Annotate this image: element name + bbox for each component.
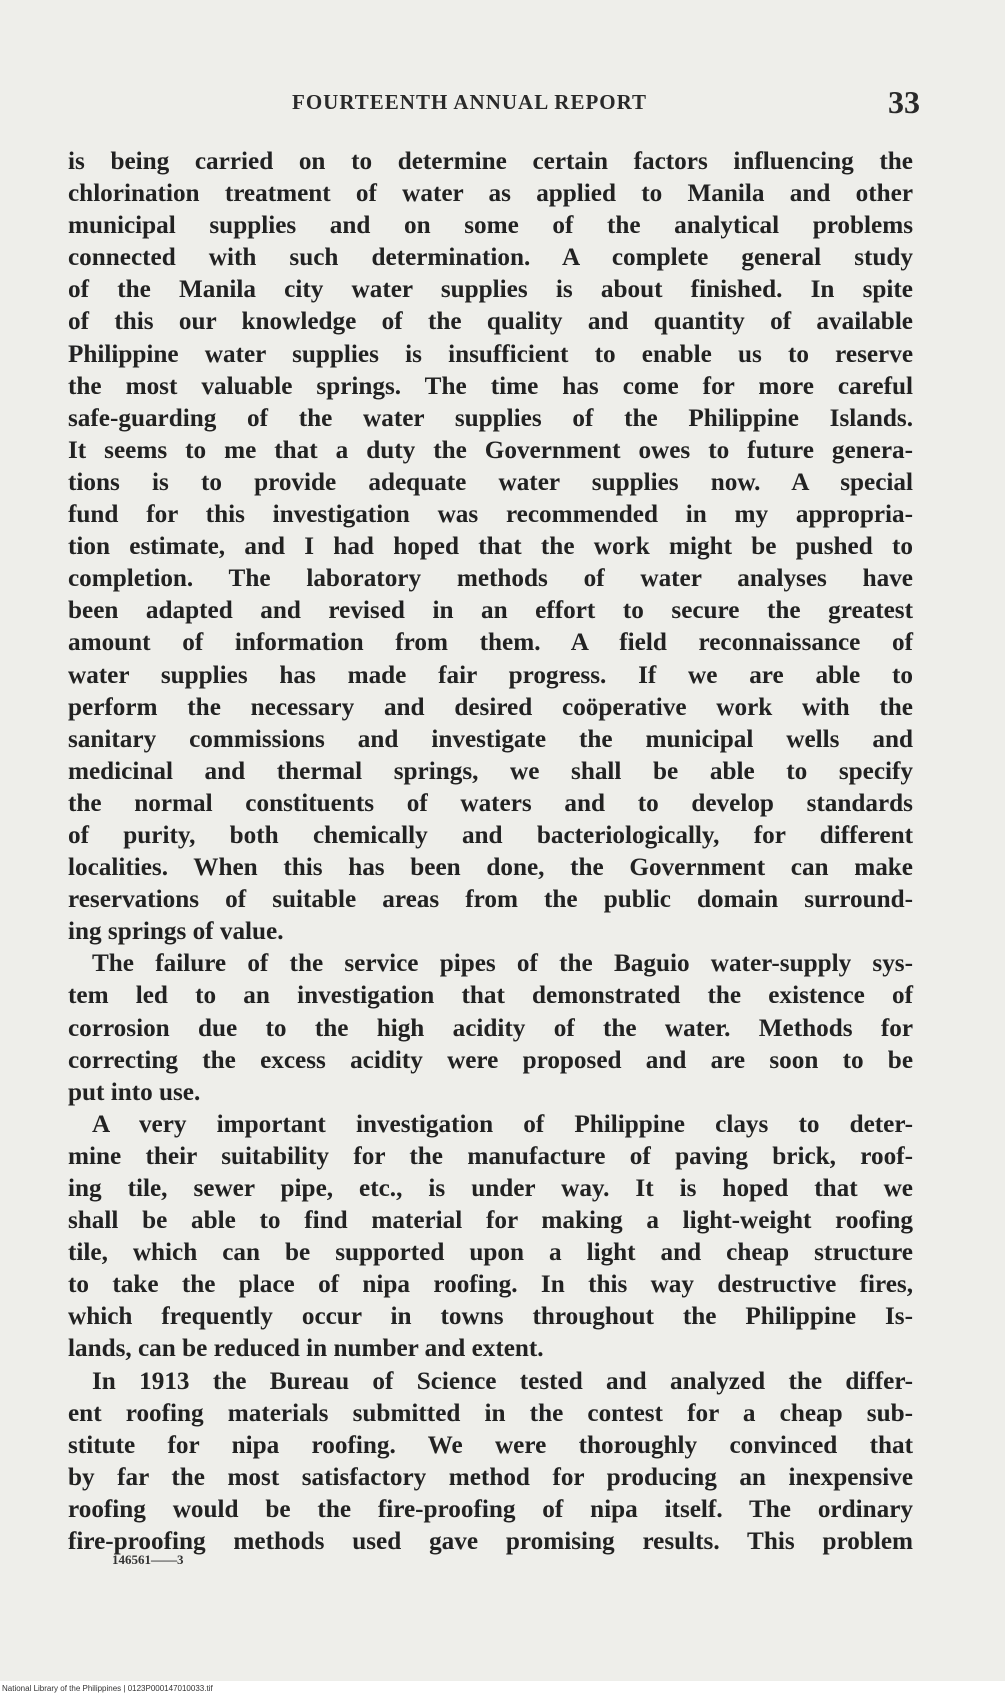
signature-mark: 146561——3 <box>112 1552 184 1567</box>
text-line: ent roofing materials submitted in the contest for a cheap sub- <box>68 1399 913 1427</box>
scan-footer <box>0 1681 1005 1697</box>
text-line: the normal constituents of waters and to develop standards <box>68 789 913 817</box>
text-line: to take the place of nipa roofing. In this way destructive fires, <box>68 1271 913 1299</box>
text-line: tem led to an investigation that demonstrated the existence of <box>68 982 913 1010</box>
text-line: tile, which can be supported upon a light and cheap structure <box>68 1239 913 1267</box>
text-line: correcting the excess acidity were proposed and are soon to be <box>68 1046 913 1074</box>
paragraph <box>68 1109 913 1366</box>
text-line: been adapted and revised in an effort to secure the greatest <box>68 597 913 625</box>
text-line: put into use. <box>68 1078 201 1106</box>
text-line: Philippine water supplies is insufficient to enable us to reserve <box>68 340 913 368</box>
text-line: is being carried on to determine certain factors influencing the <box>68 148 913 175</box>
page-number: 33 <box>888 84 920 120</box>
text-line: reservations of suitable areas from the public domain surround- <box>68 886 913 914</box>
text-line: The failure of the service pipes of the Baguio water-supply sys- <box>92 950 913 978</box>
text-line: It seems to me that a duty the Government owes to future genera- <box>68 436 913 464</box>
text-line: of the Manila city water supplies is about finished. In spite <box>68 276 913 304</box>
text-line: of purity, both chemically and bacteriologically, for different <box>68 821 913 849</box>
text-line: ing springs of value. <box>68 918 284 946</box>
text-line: chlorination treatment of water as applied to Manila and other <box>68 180 913 208</box>
text-line: sanitary commissions and investigate the municipal wells and <box>68 725 913 753</box>
text-line: corrosion due to the high acidity of the water. Methods for <box>68 1014 913 1042</box>
text-line: In 1913 the Bureau of Science tested and analyzed the differ- <box>92 1367 913 1395</box>
text-line: lands, can be reduced in number and extent. <box>68 1335 544 1363</box>
text-line: completion. The laboratory methods of water analyses have <box>68 565 913 593</box>
library-stamp: National Library of the Philippines | 0123P000147010033.tif <box>2 1684 213 1693</box>
page-header <box>60 84 920 128</box>
text-line: mine their suitability for the manufacture of paving brick, roof- <box>68 1142 913 1170</box>
text-line: fire-proofing methods used gave promising results. This problem <box>68 1528 913 1556</box>
text-line: which frequently occur in towns throughout the Philippine Is- <box>68 1303 913 1331</box>
text-line: municipal supplies and on some of the analytical problems <box>68 212 913 240</box>
paragraph <box>68 948 913 1108</box>
text-line: A very important investigation of Philippine clays to deter- <box>92 1110 913 1138</box>
text-line: ing tile, sewer pipe, etc., is under way. It is hoped that we <box>68 1175 913 1202</box>
text-line: perform the necessary and desired coöperative work with the <box>68 693 913 721</box>
text-line: water supplies has made fair progress. If we are able to <box>68 661 913 689</box>
running-head: FOURTEENTH ANNUAL REPORT <box>292 90 648 114</box>
paragraph <box>68 146 913 948</box>
text-line: fund for this investigation was recommended in my appropria- <box>68 501 913 529</box>
text-line: stitute for nipa roofing. We were thoroughly convinced that <box>68 1431 913 1459</box>
text-line: tions is to provide adequate water supplies now. A special <box>68 468 913 496</box>
text-line: of this our knowledge of the quality and quantity of available <box>68 308 913 336</box>
text-line: amount of information from them. A field reconnaissance of <box>68 629 913 657</box>
text-line: safe-guarding of the water supplies of the Philippine Islands. <box>68 404 913 432</box>
body-text <box>68 146 913 1558</box>
text-line: medicinal and thermal springs, we shall be able to specify <box>68 757 913 785</box>
text-line: localities. When this has been done, the Government can make <box>68 854 913 882</box>
text-line: connected with such determination. A complete general study <box>68 244 913 272</box>
text-line: roofing would be the fire-proofing of nipa itself. The ordinary <box>68 1495 913 1523</box>
text-line: by far the most satisfactory method for producing an inexpensive <box>68 1463 913 1491</box>
text-line: tion estimate, and I had hoped that the work might be pushed to <box>68 533 913 561</box>
paragraph <box>68 1366 913 1559</box>
text-line: the most valuable springs. The time has come for more careful <box>68 372 913 400</box>
text-line: shall be able to find material for making a light-weight roofing <box>68 1207 913 1235</box>
